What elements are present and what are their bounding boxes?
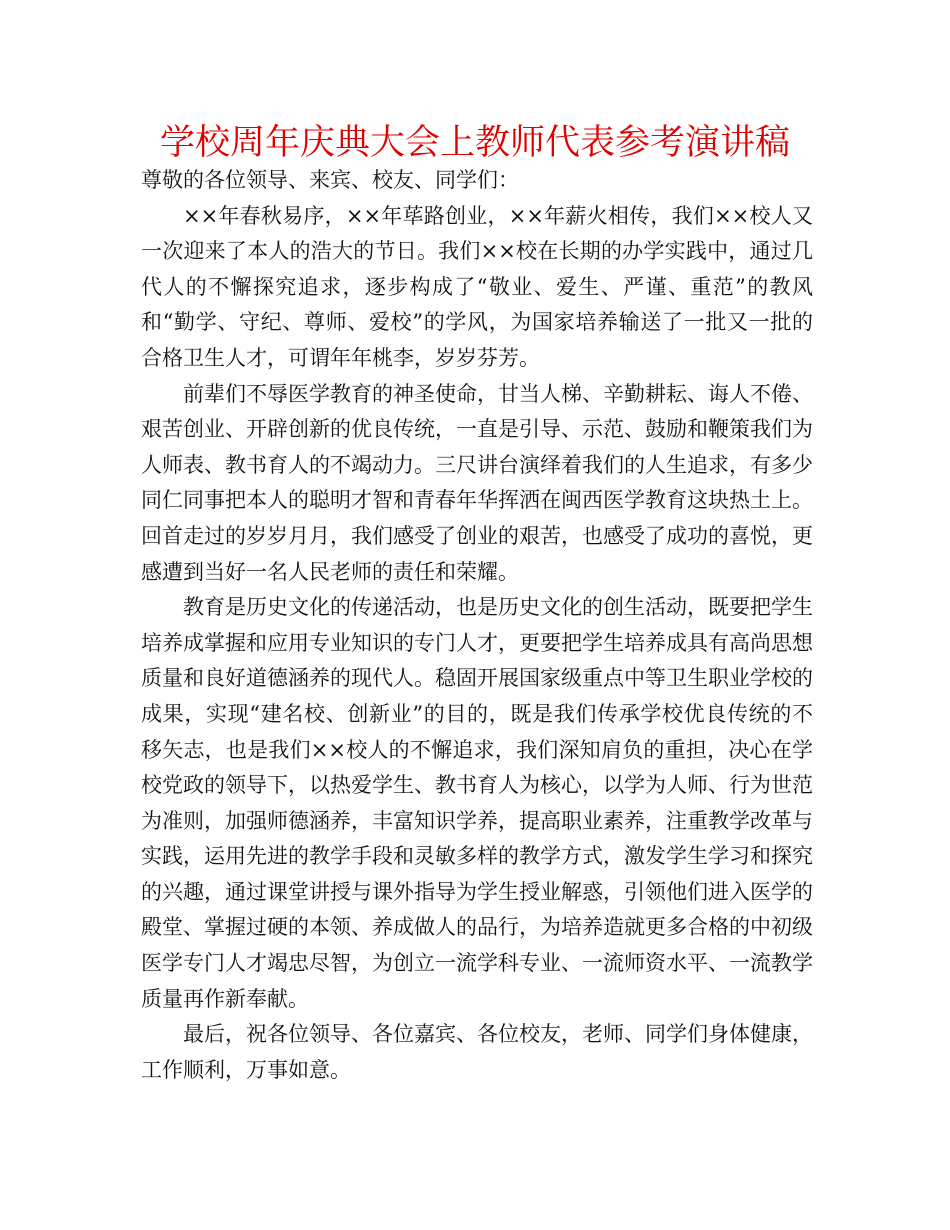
salutation: 尊敬的各位领导、来宾、校友、同学们： — [141, 168, 519, 192]
paragraph: 最后，祝各位领导、各位嘉宾、各位校友，老师、同学们身体健康，工作顺利，万事如意。 — [141, 1022, 813, 1082]
paragraph: ××年春秋易序，××年荜路创业，××年薪火相传，我们××校人又一次迎来了本人的浩大的节日。我们××校在长期的办学实践中，通过几代人的不懈探究追求，逐步构成了“敬业、爱生、严谨、重范”的教风和“勤学、守纪、尊师、爱校”的学风，为国家培养输送了一批又一批的合格卫生人才，可谓年年桃李，岁岁芬芳。 — [141, 203, 813, 370]
paragraph: 前辈们不辱医学教育的神圣使命，甘当人梯、辛勤耕耘、诲人不倦、艰苦创业、开辟创新的优良传统，一直是引导、示范、鼓励和鞭策我们为人师表、教书育人的不竭动力。三尺讲台演绎着我们的人生追求，有多少同仁同事把本人的聪明才智和青春年华挥洒在闽西医学教育这块热土上。回首走过的岁岁月月，我们感受了创业的艰苦，也感受了成功的喜悦，更感遭到当好一名人民老师的责任和荣耀。 — [141, 381, 813, 584]
document-body — [141, 163, 813, 1088]
paragraph: 教育是历史文化的传递活动，也是历史文化的创生活动，既要把学生培养成掌握和应用专业知识的专门人才，更要把学生培养成具有高尚思想质量和良好道德涵养的现代人。稳固开展国家级重点中等卫生职业学校的成果，实现“建名校、创新业”的目的，既是我们传承学校优良传统的不移矢志，也是我们××校人的不懈追求，我们深知肩负的重担，决心在学校党政的领导下，以热爱学生、教书育人为核心，以学为人师、行为世范为准则，加强师德涵养，丰富知识学养，提高职业素养，注重教学改革与实践，运用先进的教学手段和灵敏多样的教学方式，激发学生学习和探究的兴趣，通过课堂讲授与课外指导为学生授业解惑，引领他们进入医学的殿堂、掌握过硬的本领、养成做人的品行，为培养造就更多合格的中初级医学专门人才竭忠尽智，为创立一流学科专业、一流师资水平、一流教学质量再作新奉献。 — [141, 595, 813, 1011]
document-title: 学校周年庆典大会上教师代表参考演讲稿 — [159, 123, 790, 163]
